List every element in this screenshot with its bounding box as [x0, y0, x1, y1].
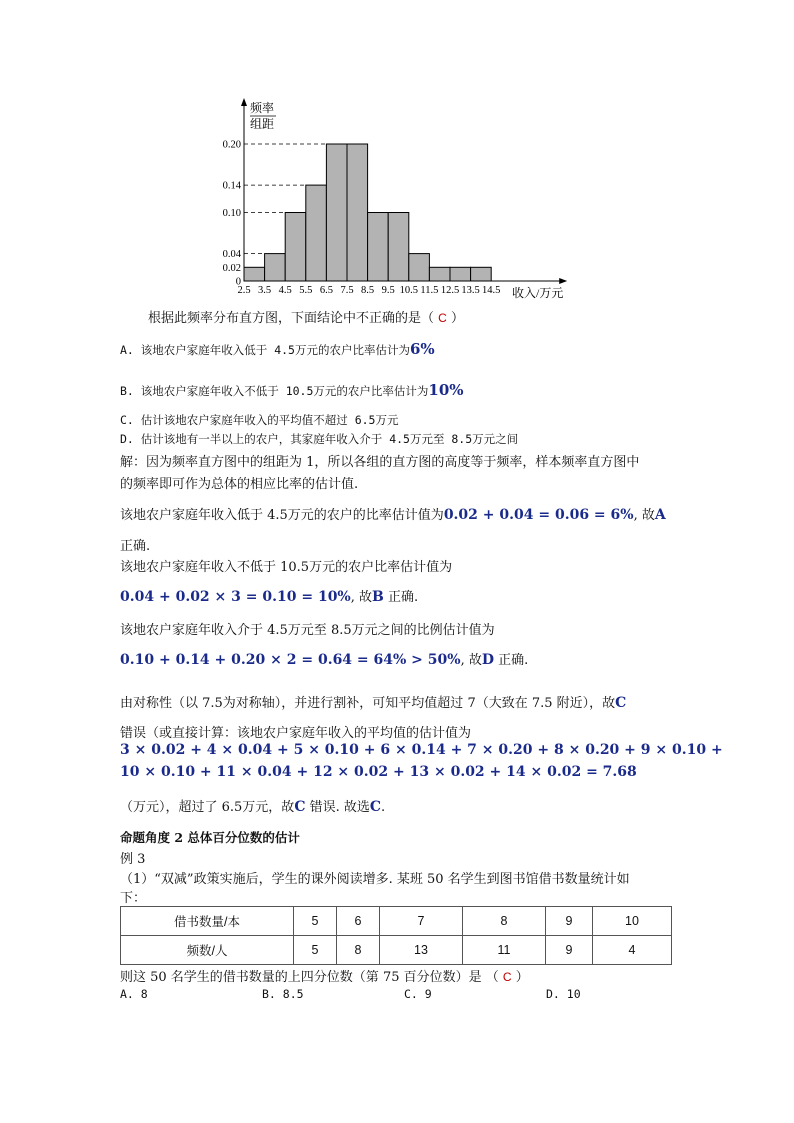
option-b-math: 10% — [428, 381, 464, 399]
solution-c-text3a: （万元），超过了 6.5万元，故 — [120, 800, 295, 815]
histogram-bar — [244, 267, 265, 281]
solution-c-line1 — [120, 692, 626, 711]
question2-stem-end: ） — [515, 970, 529, 985]
y-axis-label-top: 频率 — [250, 101, 275, 115]
option-a-text: A. 该地农户家庭年收入低于 4.5万元的农户比率估计为 — [120, 343, 410, 357]
solution-d — [120, 649, 528, 668]
question2-stem-text: 则这 50 名学生的借书数量的上四分位数（第 75 百分位数）是 （ — [120, 970, 499, 985]
histogram-bar — [326, 144, 347, 281]
y-axis-arrow — [241, 98, 247, 106]
solution-d-math: 0.10 + 0.14 + 0.20 × 2 = 0.64 = 64% > 50% — [120, 652, 461, 668]
x-tick-label: 14.5 — [482, 285, 501, 296]
histogram-bar — [306, 185, 327, 281]
y-tick-label: 0.04 — [222, 249, 241, 261]
option-a — [120, 340, 435, 358]
histogram-layer — [223, 98, 568, 296]
table-cell: 11 — [463, 936, 546, 965]
question-stem — [148, 307, 464, 326]
solution-b-suffix: , 故 — [350, 590, 372, 605]
solution-a-text: 该地农户家庭年收入低于 4.5万元的农户的比率估计值为 — [120, 508, 444, 523]
solution-a-letter: A — [654, 507, 666, 523]
table-header-books: 借书数量/本 — [121, 907, 294, 936]
solution-b-text: 该地农户家庭年收入不低于 10.5万元的农户比率估计值为 — [120, 560, 453, 575]
frequency-table — [120, 906, 672, 965]
solution-a — [120, 504, 666, 523]
question-stem-end: ） — [450, 311, 464, 326]
histogram-bar — [265, 254, 286, 281]
x-tick-label: 11.5 — [420, 285, 439, 296]
x-tick-label: 6.5 — [319, 285, 333, 296]
x-tick-label: 12.5 — [440, 285, 460, 296]
table-cell: 6 — [337, 907, 380, 936]
table-row — [121, 936, 672, 965]
question-stem-text: 根据此频率分布直方图，下面结论中不正确的是（ — [148, 311, 435, 326]
solution-b — [120, 586, 418, 605]
x-tick-label: 4.5 — [278, 285, 292, 296]
solution-d-text: 该地农户家庭年收入介于 4.5万元至 8.5万元之间的比例估计值为 — [120, 623, 495, 638]
solution-b-letter: B — [372, 589, 384, 605]
table-cell: 7 — [380, 907, 463, 936]
question2-option-a: A. 8 — [120, 987, 148, 1001]
table-cell: 10 — [593, 907, 672, 936]
question2-stem — [120, 966, 529, 985]
histogram-bar — [388, 213, 409, 282]
solution-intro-line1: 解：因为频率直方图中的组距为 1，所以各组的直方图的高度等于频率，样本频率直方图中 — [120, 455, 640, 470]
histogram-bar — [368, 213, 389, 282]
histogram-bar — [285, 213, 306, 282]
y-tick-label: 0.10 — [222, 208, 241, 219]
solution-c-text3b: 错误. 故选 — [305, 800, 370, 815]
x-tick-label: 13.5 — [461, 285, 480, 296]
x-axis-arrow — [559, 278, 567, 284]
y-tick-label: 0 — [235, 276, 241, 288]
x-tick-label: 10.5 — [399, 285, 418, 296]
histogram-chart — [0, 0, 794, 310]
x-tick-label: 5.5 — [299, 285, 313, 296]
solution-a-math: 0.02 + 0.04 = 0.06 = 6% — [443, 507, 634, 523]
x-tick-label: 7.5 — [340, 285, 354, 296]
x-tick-label: 2.5 — [237, 285, 251, 296]
table-cell: 5 — [294, 936, 337, 965]
solution-d-end: 正确. — [493, 653, 529, 668]
histogram-bar — [429, 267, 450, 281]
question2-answer: C — [502, 970, 512, 984]
solution-a-suffix: , 故 — [633, 508, 655, 523]
table-cell: 4 — [593, 936, 672, 965]
solution-b-end: 正确. — [383, 590, 419, 605]
option-c: C. 估计该地农户家庭年收入的平均值不超过 6.5万元 — [120, 413, 399, 427]
table-row — [121, 907, 672, 936]
question-answer: C — [438, 311, 447, 325]
table-header-freq: 频数/人 — [121, 936, 294, 965]
section-question-line2: 下： — [120, 891, 147, 906]
y-tick-label: 0.14 — [222, 180, 241, 192]
option-b — [120, 381, 464, 399]
option-b-text: B. 该地农户家庭年收入不低于 10.5万元的农户比率估计为 — [120, 384, 429, 398]
solution-d-suffix: , 故 — [460, 653, 482, 668]
solution-c-letter-2: C — [294, 799, 306, 815]
example-label: 例 3 — [120, 852, 146, 867]
histogram-bar — [450, 267, 471, 281]
x-tick-label: 9.5 — [381, 285, 395, 296]
solution-c-math1: 3 × 0.02 + 4 × 0.04 + 5 × 0.10 + 6 × 0.14 + 7 × 0.20 + 8 × 0.20 + 9 × 0.10 + — [120, 742, 723, 758]
solution-c-math2: 10 × 0.10 + 11 × 0.04 + 12 × 0.02 + 13 × 0.02 + 14 × 0.02 = 7.68 — [120, 764, 637, 780]
solution-a-end: 正确. — [120, 539, 151, 554]
x-axis-label: 收入/万元 — [512, 286, 564, 300]
x-tick-label: 8.5 — [361, 285, 375, 296]
section-title: 命题角度 2 总体百分位数的估计 — [120, 830, 300, 845]
question2-option-c: C. 9 — [404, 987, 432, 1001]
solution-c-text3c: . — [381, 800, 386, 815]
table-cell: 9 — [546, 907, 593, 936]
solution-b-math: 0.04 + 0.02 × 3 = 0.10 = 10% — [120, 589, 351, 605]
histogram-bar — [471, 267, 492, 281]
solution-d-letter: D — [481, 652, 494, 668]
histogram-bar — [347, 144, 368, 281]
option-d: D. 估计该地有一半以上的农户，其家庭年收入介于 4.5万元至 8.5万元之间 — [120, 432, 519, 446]
section-question-line1: （1）“双减”政策实施后，学生的课外阅读增多. 某班 50 名学生到图书馆借书数量统计如 — [120, 872, 630, 887]
solution-c-letter-3: C — [369, 799, 382, 815]
table-cell: 9 — [546, 936, 593, 965]
y-tick-label: 0.02 — [222, 262, 241, 274]
table-cell: 8 — [463, 907, 546, 936]
table-cell: 8 — [337, 936, 380, 965]
y-axis-label-bottom: 组距 — [250, 117, 275, 131]
histogram-bar — [409, 254, 430, 281]
table-cell: 5 — [294, 907, 337, 936]
question2-option-b: B. 8.5 — [262, 987, 304, 1001]
solution-c-letter: C — [615, 695, 627, 711]
option-a-math: 6% — [409, 340, 435, 358]
solution-intro-line2: 的频率即可作为总体的相应比率的估计值. — [120, 477, 359, 492]
solution-c-text1: 由对称性（以 7.5为对称轴），并进行割补，可知平均值超过 7（大致在 7.5 附近），故 — [120, 696, 616, 711]
y-tick-label: 0.20 — [222, 139, 241, 151]
table-cell: 13 — [380, 936, 463, 965]
solution-c-text2: 错误（或直接计算：该地农户家庭年收入的平均值的估计值为 — [120, 726, 472, 741]
question2-option-d: D. 10 — [546, 987, 581, 1001]
solution-c-line3 — [120, 796, 385, 815]
x-tick-label: 3.5 — [258, 285, 272, 296]
